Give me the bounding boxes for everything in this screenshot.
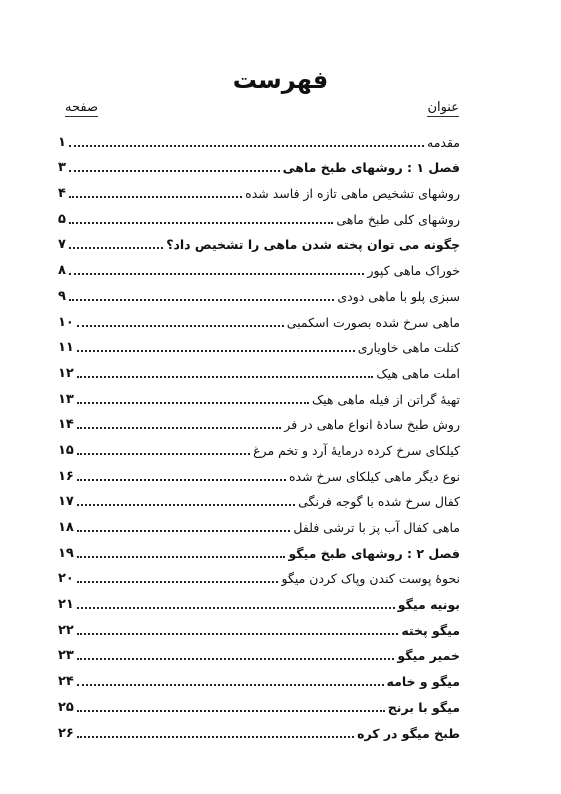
toc-entry-title: فصل ۱ : روشهای طبخ ماهی (282, 160, 460, 176)
dot-leader (77, 607, 395, 609)
toc-entry-title: روشهای کلی طبخ ماهی (336, 211, 460, 227)
toc-entry (58, 665, 460, 691)
toc-entry-page: ۷ (58, 237, 66, 253)
toc-entry (58, 717, 460, 743)
toc-entry-title: کیلکای سرخ کرده درمایهٔ آرد و تخم مرغ (253, 442, 460, 458)
toc-entry (58, 614, 460, 640)
dot-leader (77, 658, 395, 660)
toc-entry-title: سبزی پلو با ماهی دودی (337, 288, 460, 304)
toc-entry (58, 280, 460, 306)
toc-entry-page: ۹ (58, 288, 66, 304)
toc-entry-title: روشهای تشخیص ماهی تازه از فاسد شده (245, 186, 460, 202)
column-headers (65, 100, 459, 120)
toc-entry (58, 691, 460, 717)
dot-leader (69, 299, 334, 301)
dot-leader (77, 556, 286, 558)
toc-entry-title: مقدمه (427, 134, 460, 150)
toc-entry (58, 203, 460, 229)
toc-chapter-entry (58, 537, 460, 563)
toc-entry-page: ۱۲ (58, 365, 74, 381)
toc-entry-page: ۱۰ (58, 314, 74, 330)
toc-entry-title: نحوهٔ پوست کندن وپاک کردن میگو (281, 571, 460, 587)
dot-leader (77, 325, 284, 327)
toc-entry-page: ۴ (58, 186, 66, 202)
toc-entry (58, 563, 460, 589)
toc-entry-page: ۱۷ (58, 494, 74, 510)
toc-entry-title: میگو و خامه (386, 674, 460, 690)
dot-leader (77, 453, 250, 455)
toc-entry-page: ۱۱ (58, 340, 74, 356)
toc-entry (58, 486, 460, 512)
dot-leader (77, 350, 355, 352)
toc-entry-title: فصل ۲ : روشهای طبخ میگو (288, 545, 460, 561)
toc-entry-title: تهیهٔ گراتن از فیله ماهی هیک (311, 391, 460, 407)
toc-entry-title: بونیه میگو (397, 597, 460, 613)
toc-entry-page: ۲۶ (58, 725, 74, 741)
dot-leader (69, 170, 280, 172)
toc-entry-title: املت ماهی هیک (376, 365, 460, 381)
toc-entry-page: ۱۵ (58, 442, 74, 458)
toc-entry-page: ۱۴ (58, 417, 74, 433)
dot-leader (69, 247, 163, 249)
toc-entry (58, 460, 460, 486)
toc-entry-title: میگو پخته (401, 622, 460, 638)
toc-entry-page: ۲۳ (58, 648, 74, 664)
toc-entry-page: ۱۹ (58, 545, 74, 561)
toc-chapter-entry (58, 152, 460, 178)
toc-entry (58, 306, 460, 332)
dot-leader (77, 427, 281, 429)
toc-entry-page: ۸ (58, 263, 66, 279)
dot-leader (77, 736, 354, 738)
dot-leader (77, 479, 286, 481)
toc-entry (58, 434, 460, 460)
toc-entry-page: ۳ (58, 160, 66, 176)
toc-entry-page: ۱۶ (58, 468, 74, 484)
table-of-contents (58, 126, 460, 743)
dot-leader (77, 633, 398, 635)
toc-entry-page: ۱۸ (58, 520, 74, 535)
dot-leader (77, 684, 384, 686)
toc-entry-page: ۲۲ (58, 622, 74, 638)
toc-entry (58, 357, 460, 383)
toc-entry-page: ۱ (58, 134, 66, 150)
toc-entry-page: ۲۰ (58, 571, 74, 587)
dot-leader (77, 402, 309, 404)
column-header-title: عنوان (427, 100, 459, 115)
toc-entry-title: روش طبخ سادهٔ انواع ماهی در فر (284, 417, 460, 433)
dot-leader (77, 530, 291, 532)
toc-entry-title: چگونه می توان پخته شدن ماهی را تشخیص داد؟ (166, 237, 460, 253)
toc-entry-page: ۵ (58, 211, 66, 227)
dot-leader (77, 376, 374, 378)
column-header-page: صفحه (65, 100, 98, 115)
toc-entry (58, 229, 460, 255)
dot-leader (69, 145, 424, 147)
toc-entry-title: نوع دیگر ماهی کیلکای سرخ شده (288, 468, 460, 484)
toc-entry (58, 177, 460, 203)
toc-entry (58, 126, 460, 152)
toc-entry (58, 588, 460, 614)
toc-entry-title: خمیر میگو (397, 648, 460, 664)
toc-entry-title: ماهی سرخ شده بصورت اسکمبی (286, 314, 460, 330)
toc-entry (58, 383, 460, 409)
dot-leader (69, 222, 333, 224)
toc-entry (58, 332, 460, 358)
dot-leader (77, 710, 385, 712)
toc-entry-page: ۲۱ (58, 597, 74, 613)
toc-entry-title: طبخ میگو در کره (357, 725, 460, 741)
toc-entry (58, 409, 460, 435)
toc-entry-title: کفال سرخ شده با گوجه فرنگی (298, 494, 460, 510)
toc-entry (58, 254, 460, 280)
dot-leader (69, 273, 365, 275)
dot-leader (77, 581, 279, 583)
dot-leader (77, 504, 295, 506)
toc-entry (58, 511, 460, 537)
toc-entry-page: ۱۳ (58, 391, 74, 407)
toc-entry-page: ۲۵ (58, 699, 74, 715)
toc-entry-title: میگو با برنج (387, 699, 460, 715)
dot-leader (69, 196, 242, 198)
toc-entry-title: ماهی کفال آب پز با ترشی فلفل (293, 520, 460, 535)
toc-entry-title: خوراک ماهی کپور (367, 263, 460, 279)
toc-entry-title: کتلت ماهی خاویاری (357, 340, 460, 356)
page-title: فهرست (232, 66, 329, 94)
toc-entry (58, 640, 460, 666)
toc-entry-page: ۲۴ (58, 674, 74, 690)
